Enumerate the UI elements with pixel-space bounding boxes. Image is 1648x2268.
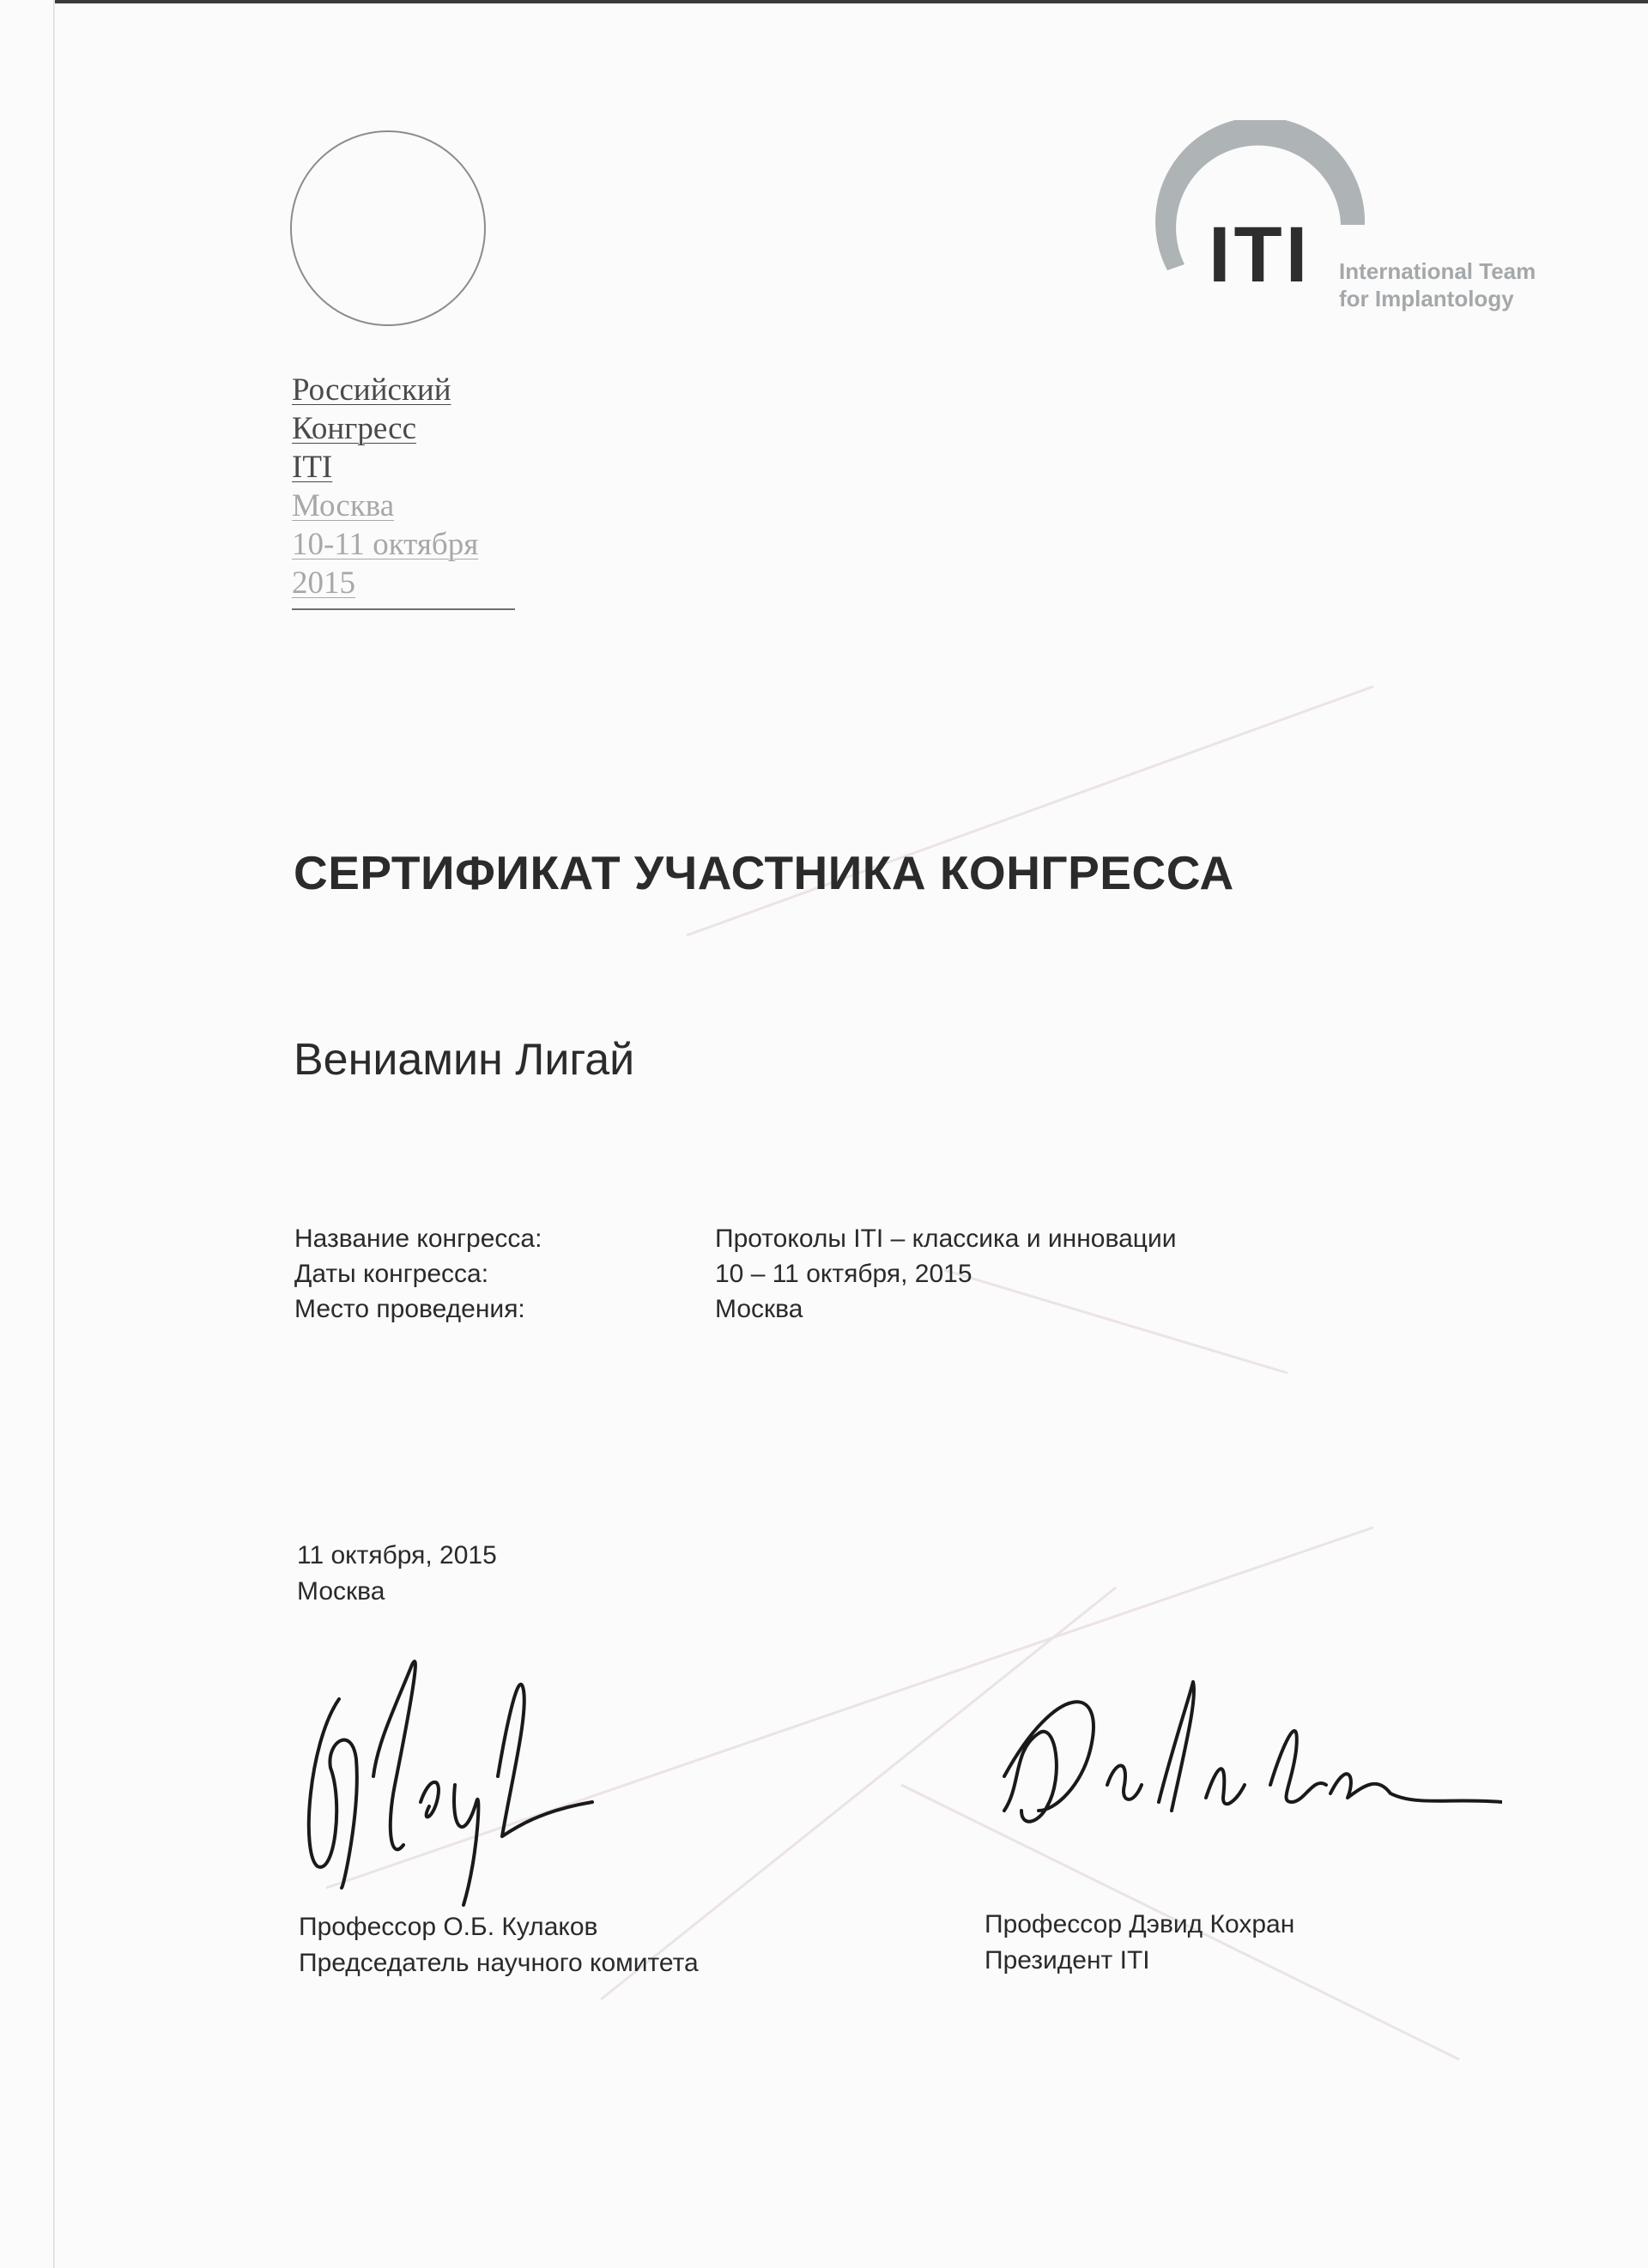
congress-details <box>294 1221 1176 1327</box>
emblem-line-dates: 10-11 октября <box>292 527 479 562</box>
detail-row-place <box>294 1291 1176 1327</box>
emblem-line-year: 2015 <box>292 565 355 601</box>
recipient-name: Вениамин Лигай <box>294 1035 635 1085</box>
detail-value: 10 – 11 октября, 2015 <box>715 1260 972 1288</box>
detail-label: Название конгресса: <box>294 1225 542 1253</box>
iti-logo-tagline <box>1339 257 1536 312</box>
issue-place: Москва <box>297 1577 385 1606</box>
emblem-line-russian: Российский <box>292 372 451 408</box>
detail-row-dates <box>294 1256 1176 1291</box>
iti-tagline-line-1: International Team <box>1339 258 1536 284</box>
detail-row-name <box>294 1221 1176 1256</box>
congress-emblem-text <box>292 371 517 602</box>
signatory-right <box>985 1907 1294 1979</box>
iti-logo-wordmark: ITI <box>1209 211 1312 299</box>
detail-value: Москва <box>715 1295 803 1323</box>
issue-date: 11 октября, 2015 <box>297 1541 497 1569</box>
signatory-name: Профессор Дэвид Кохран <box>985 1910 1295 1938</box>
iti-tagline-line-2: for Implantology <box>1339 286 1514 311</box>
signatory-role: Президент ITI <box>985 1946 1150 1975</box>
emblem-line-iti: ITI <box>292 450 333 485</box>
detail-value: Протоколы ITI – классика и инновации <box>715 1225 1177 1253</box>
signatory-left <box>299 1909 699 1981</box>
detail-label: Место проведения: <box>294 1295 525 1323</box>
signature-left <box>292 1630 609 1914</box>
certificate-title: СЕРТИФИКАТ УЧАСТНИКА КОНГРЕССА <box>294 846 1234 899</box>
congress-emblem-circle <box>290 130 486 326</box>
signatory-role: Председатель научного комитета <box>299 1949 699 1977</box>
signature-right <box>987 1648 1502 1854</box>
emblem-underline-rule <box>292 608 515 610</box>
signatory-name: Профессор О.Б. Кулаков <box>299 1913 598 1941</box>
emblem-line-city: Москва <box>292 488 395 523</box>
issue-info <box>297 1538 497 1610</box>
emblem-line-congress: Конгресс <box>292 411 417 446</box>
detail-label: Даты конгресса: <box>294 1260 489 1288</box>
